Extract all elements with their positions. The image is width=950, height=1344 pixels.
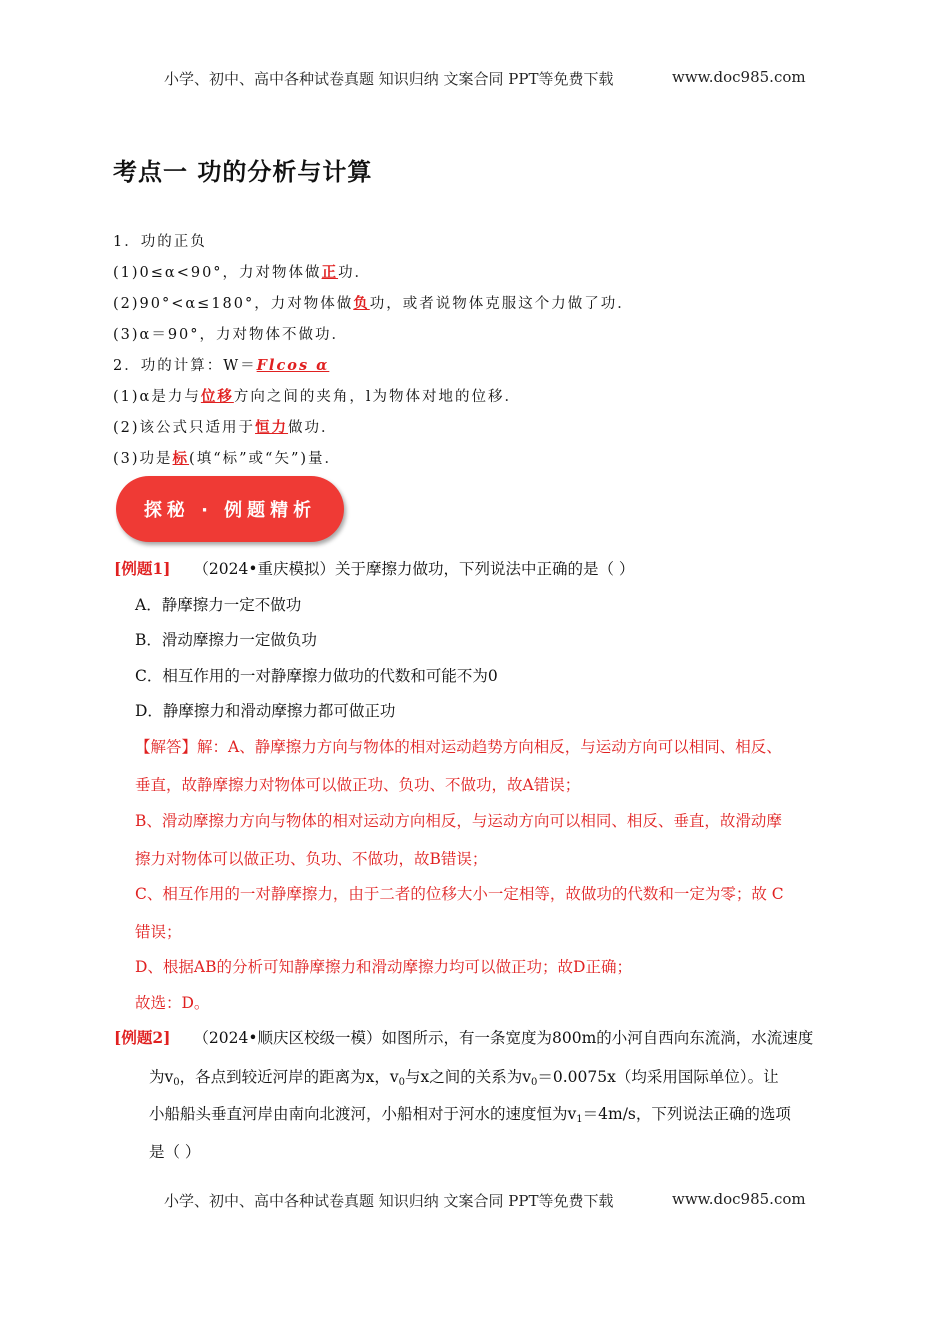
header-url[interactable]: www.doc985.com xyxy=(672,68,806,86)
example-1-answer-line-1: 【解答】解：A、静摩擦力方向与物体的相对运动趋势方向相反，与运动方向可以相同、相反、 xyxy=(135,738,782,756)
example-1-stem: [例题1] （2024•重庆模拟）关于摩擦力做功，下列说法中正确的是（ ） xyxy=(114,559,635,578)
example-2-line-1: [例题2] （2024•顺庆区校级一模）如图所示，有一条宽度为800m的小河自西向东流淌，水流速度 xyxy=(114,1028,814,1047)
knowledge-line-5: (2)该公式只适用于恒力做功． xyxy=(113,419,338,436)
example-1-option-a: A．静摩擦力一定不做功 xyxy=(135,596,302,614)
fill-blank-negative: 负 xyxy=(353,295,370,312)
example-1-answer-line-8: 故选：D。 xyxy=(135,994,210,1012)
fill-blank-constant-force: 恒力 xyxy=(255,419,289,436)
footer-url[interactable]: www.doc985.com xyxy=(672,1190,806,1208)
knowledge-line-2: (2)90°<α≤180°，力对物体做负功，或者说物体克服这个力做了功． xyxy=(113,295,634,312)
example-1-option-c: C．相互作用的一对静摩擦力做功的代数和可能不为0 xyxy=(135,667,498,685)
example-2-line-3: 小船船头垂直河岸由南向北渡河，小船相对于河水的速度恒为$v_1=4m/s$，下列说法正确的选项 xyxy=(149,1105,791,1125)
example-1-tag: [例题1] xyxy=(114,559,171,578)
fill-blank-formula: Flcos α xyxy=(256,357,330,374)
knowledge-heading-1: 1．功的正负 xyxy=(113,234,207,250)
example-1-answer-line-5: C、相互作用的一对静摩擦力，由于二者的位移大小一定相等，故做功的代数和一定为零；故 C xyxy=(135,885,784,903)
knowledge-line-1: (1)0≤α<90°，力对物体做正功． xyxy=(113,264,372,281)
fill-blank-scalar: 标 xyxy=(172,450,190,467)
example-2-line-2: 为$v_0$，各点到较近河岸的距离为x，$v_0$与x之间的关系为$v_0=0.0075x$（均采用国际单位）。让 xyxy=(149,1068,779,1088)
example-1-option-b: B．滑动摩擦力一定做负功 xyxy=(135,631,317,649)
header-text: 小学、初中、高中各种试卷真题 知识归纳 文案合同 PPT等免费下载 xyxy=(164,70,614,88)
example-section-badge: 探秘 · 例题精析 xyxy=(116,476,344,542)
knowledge-heading-2: 2．功的计算：W＝Flcos α xyxy=(113,357,330,374)
fill-blank-displacement: 位移 xyxy=(200,388,234,405)
section-title: 考点一 功的分析与计算 xyxy=(113,158,373,186)
knowledge-line-6: (3)功是标(填“标”或“矢”)量． xyxy=(113,450,342,467)
knowledge-line-4: (1)α是力与位移方向之间的夹角，l为物体对地的位移． xyxy=(113,388,521,405)
example-1-answer-line-7: D、根据AB的分析可知静摩擦力和滑动摩擦力均可以做正功；故D正确； xyxy=(135,958,632,976)
example-1-option-d: D．静摩擦力和滑动摩擦力都可做正功 xyxy=(135,702,396,720)
example-2-line-4: 是（ ） xyxy=(149,1143,201,1161)
example-1-answer-line-4: 擦力对物体可以做正功、负功、不做功，故B错误； xyxy=(135,850,488,868)
footer-text: 小学、初中、高中各种试卷真题 知识归纳 文案合同 PPT等免费下载 xyxy=(164,1192,614,1210)
knowledge-line-3: (3)α＝90°，力对物体不做功． xyxy=(113,327,349,343)
example-2-tag: [例题2] xyxy=(114,1028,171,1047)
example-1-answer-line-6: 错误； xyxy=(135,923,182,941)
example-1-answer-line-3: B、滑动摩擦力方向与物体的相对运动方向相反，与运动方向可以相同、相反、垂直，故滑动摩 xyxy=(135,812,782,830)
fill-blank-positive: 正 xyxy=(321,264,339,281)
example-1-answer-line-2: 垂直，故静摩擦力对物体可以做正功、负功、不做功，故A错误； xyxy=(135,776,581,794)
